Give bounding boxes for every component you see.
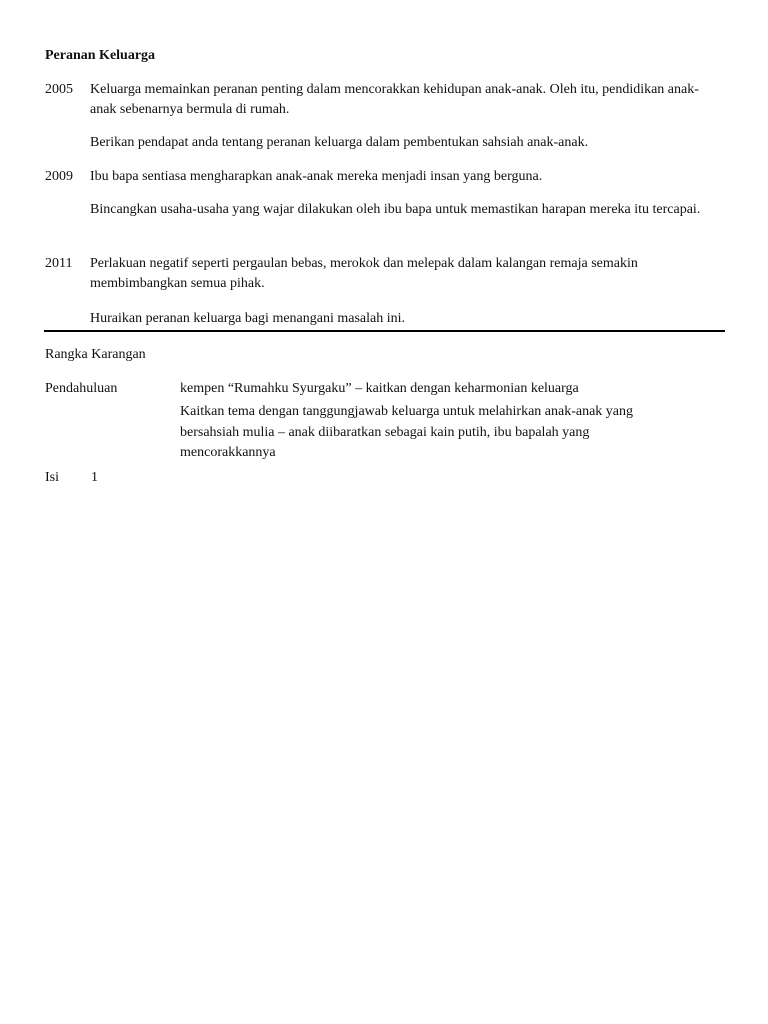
introduction-point-2: Kaitkan tema dengan tanggungjawab keluarga untuk melahirkan anak-anak yang bersahsiah mulia – anak diibaratkan sebagai kain putih, ibu bapalah yang mencorakkannya (180, 404, 634, 460)
question-year-2009: 2009 (45, 169, 73, 184)
question-task-2011: Huraikan peranan keluarga bagi menangani masalah ini. (90, 311, 406, 326)
introduction-point-1: kempen “Rumahku Syurgaku” – kaitkan dengan keharmonian keluarga (180, 381, 579, 396)
section-divider (44, 330, 725, 332)
question-statement-2005: Keluarga memainkan peranan penting dalam mencorakkan kehidupan anak-anak. Oleh itu, pendidikan anak-anak sebenarnya bermula di rumah. (90, 82, 699, 117)
question-task-2005: Berikan pendapat anda tentang peranan keluarga dalam pembentukan sahsiah anak-anak. (90, 135, 589, 150)
body-label: Isi (45, 470, 59, 485)
question-task-2009: Bincangkan usaha-usaha yang wajar dilakukan oleh ibu bapa untuk memastikan harapan mereka itu tercapai. (90, 202, 701, 217)
document-title: Peranan Keluarga (45, 48, 156, 63)
question-year-2011: 2011 (45, 256, 73, 271)
question-year-2005: 2005 (45, 82, 73, 97)
question-statement-2011: Perlakuan negatif seperti pergaulan bebas, merokok dan melepak dalam kalangan remaja semakin membimbangkan semua pihak. (90, 256, 638, 291)
question-statement-2009: Ibu bapa sentiasa mengharapkan anak-anak mereka menjadi insan yang berguna. (90, 169, 543, 184)
outline-heading: Rangka Karangan (45, 347, 146, 362)
body-point-number: 1 (91, 470, 98, 485)
introduction-label: Pendahuluan (45, 381, 118, 396)
